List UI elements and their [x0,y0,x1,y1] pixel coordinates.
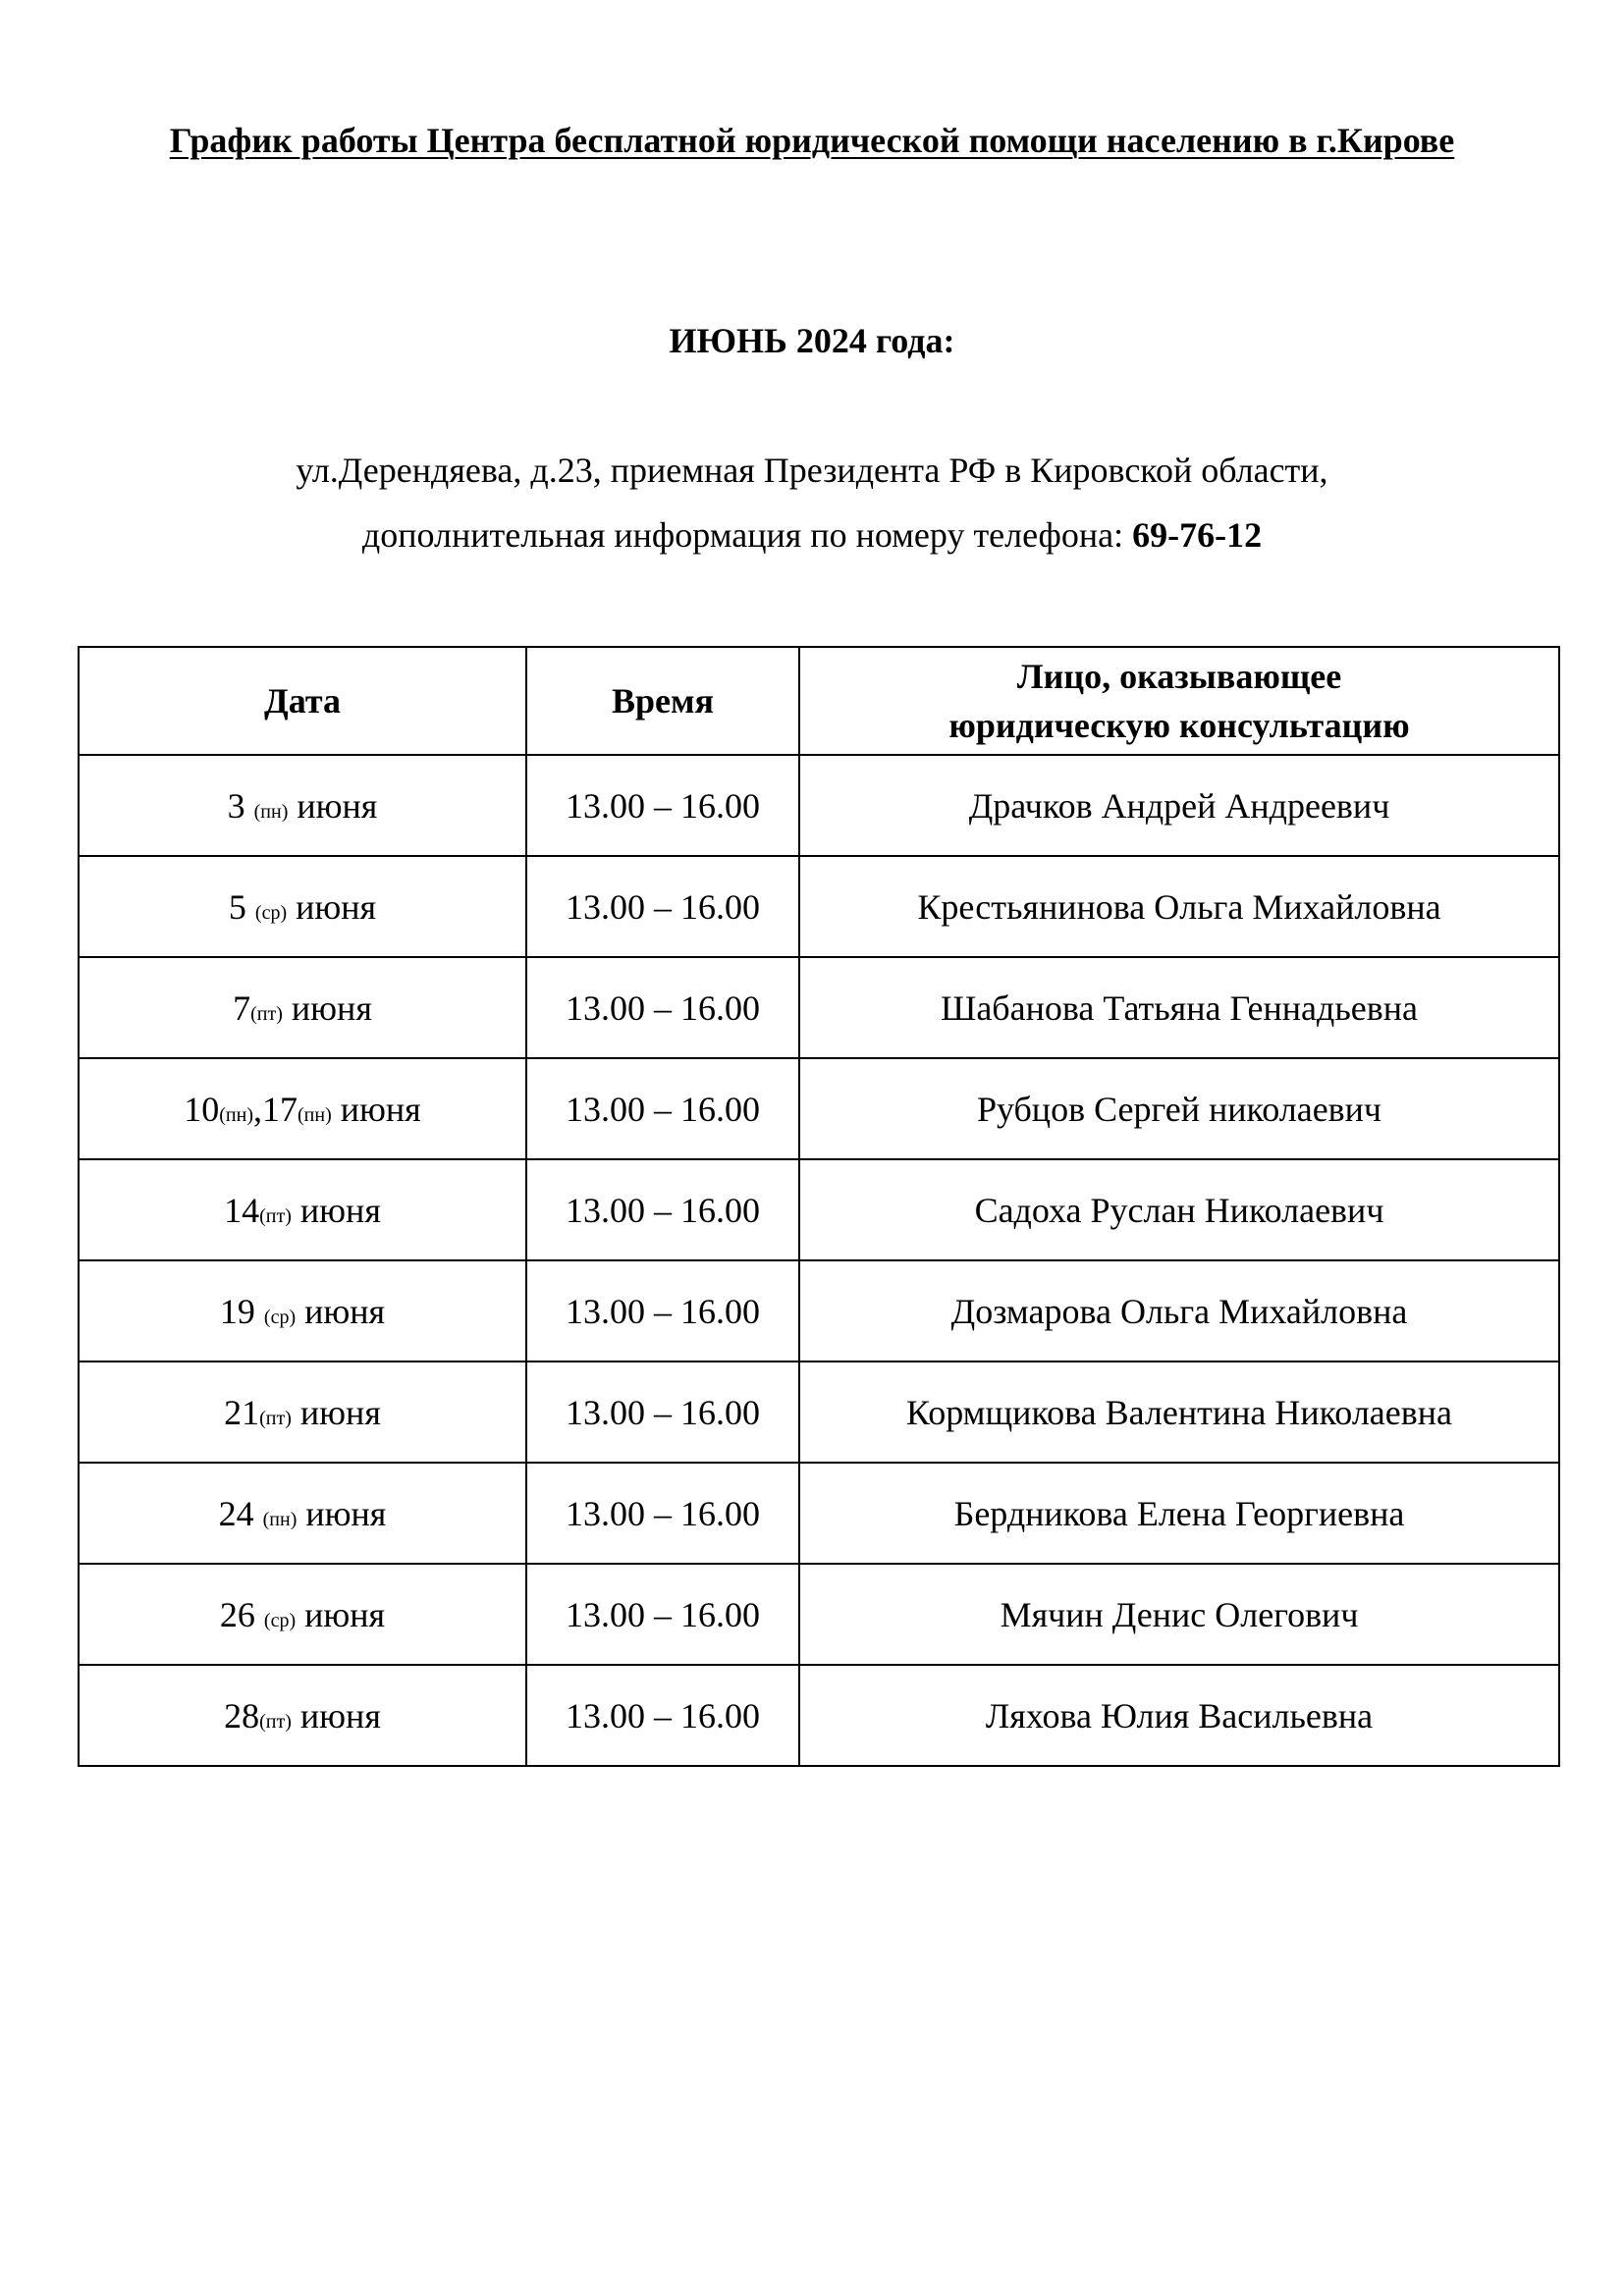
table-row [79,957,1559,1058]
cell-date [79,1362,526,1463]
header-person-line1: Лицо, оказывающее [1016,657,1342,696]
cell-date [79,755,526,856]
table-row [79,1260,1559,1362]
date-day: 7 [233,988,251,1028]
cell-person: Дозмарова Ольга Михайловна [799,1260,1559,1362]
date-month: июня [296,1291,386,1331]
cell-person: Крестьянинова Ольга Михайловна [799,856,1559,957]
cell-time: 13.00 – 16.00 [526,755,799,856]
table-row [79,1665,1559,1766]
date-day: 5 [228,886,255,927]
cell-time: 13.00 – 16.00 [526,1058,799,1159]
date-month: июня [297,1493,387,1533]
header-person-line2: юридическую консультацию [948,706,1410,745]
cell-date [79,1665,526,1766]
table-header-row [79,647,1559,755]
cell-person: Ляхова Юлия Васильевна [799,1665,1559,1766]
header-person [799,647,1559,755]
cell-date [79,1463,526,1564]
date-month: июня [291,1190,381,1230]
document-title: График работы Центра бесплатной юридической помощи населению в г.Кирове [169,121,1455,160]
cell-time: 13.00 – 16.00 [526,1260,799,1362]
table-row [79,755,1559,856]
date-day: 10 [184,1089,220,1129]
cell-time: 13.00 – 16.00 [526,1463,799,1564]
cell-time: 13.00 – 16.00 [526,1159,799,1260]
cell-person: Шабанова Татьяна Геннадьевна [799,957,1559,1058]
address-line: ул.Дерендяева, д.23, приемная Президента РФ в Кировской области, [296,451,1328,490]
cell-time: 13.00 – 16.00 [526,1665,799,1766]
date-day: 28 [224,1695,260,1735]
date-weekday: (пн) [219,1103,253,1126]
cell-person: Драчков Андрей Андреевич [799,755,1559,856]
date-month: июня [291,1695,381,1735]
date-day-2: ,17 [253,1089,298,1129]
date-day: 14 [224,1190,260,1230]
date-month: июня [291,1392,381,1432]
cell-date [79,1260,526,1362]
date-month: июня [282,988,372,1028]
cell-date [79,856,526,957]
cell-time: 13.00 – 16.00 [526,1362,799,1463]
date-weekday: (пт) [259,1204,292,1227]
month-heading: ИЮНЬ 2024 года: [669,321,955,360]
date-weekday: (пн) [262,1508,298,1530]
date-weekday: (пт) [250,1002,283,1025]
cell-person: Мячин Денис Олегович [799,1564,1559,1665]
table-row [79,1159,1559,1260]
phone-info-label: дополнительная информация по номеру телефона: [361,515,1133,555]
cell-date [79,1564,526,1665]
date-weekday-2: (пн) [298,1103,332,1126]
date-day: 3 [227,785,254,826]
date-day: 19 [219,1291,264,1331]
cell-person: Садоха Руслан Николаевич [799,1159,1559,1260]
date-month: июня [331,1089,421,1129]
date-month: июня [287,886,377,927]
cell-time: 13.00 – 16.00 [526,856,799,957]
table-row [79,1463,1559,1564]
table-row [79,856,1559,957]
header-time: Время [526,647,799,755]
date-weekday: (ср) [263,1306,297,1328]
cell-date [79,1058,526,1159]
phone-info-line [0,514,1624,556]
cell-date [79,957,526,1058]
cell-person: Рубцов Сергей николаевич [799,1058,1559,1159]
date-weekday: (пт) [259,1407,292,1429]
date-weekday: (ср) [263,1609,297,1631]
table-row [79,1362,1559,1463]
cell-person: Кормщикова Валентина Николаевна [799,1362,1559,1463]
date-day: 26 [219,1594,264,1634]
header-date: Дата [79,647,526,755]
table-row [79,1564,1559,1665]
schedule-table [78,646,1560,1767]
cell-time: 13.00 – 16.00 [526,1564,799,1665]
date-weekday: (пт) [259,1710,292,1733]
date-day: 24 [218,1493,263,1533]
phone-number: 69-76-12 [1132,515,1263,555]
date-weekday: (ср) [254,901,288,924]
date-day: 21 [224,1392,260,1432]
cell-time: 13.00 – 16.00 [526,957,799,1058]
date-month: июня [296,1594,386,1634]
cell-date [79,1159,526,1260]
table-row [79,1058,1559,1159]
cell-person: Бердникова Елена Георгиевна [799,1463,1559,1564]
date-month: июня [288,785,378,826]
date-weekday: (пн) [253,800,289,823]
